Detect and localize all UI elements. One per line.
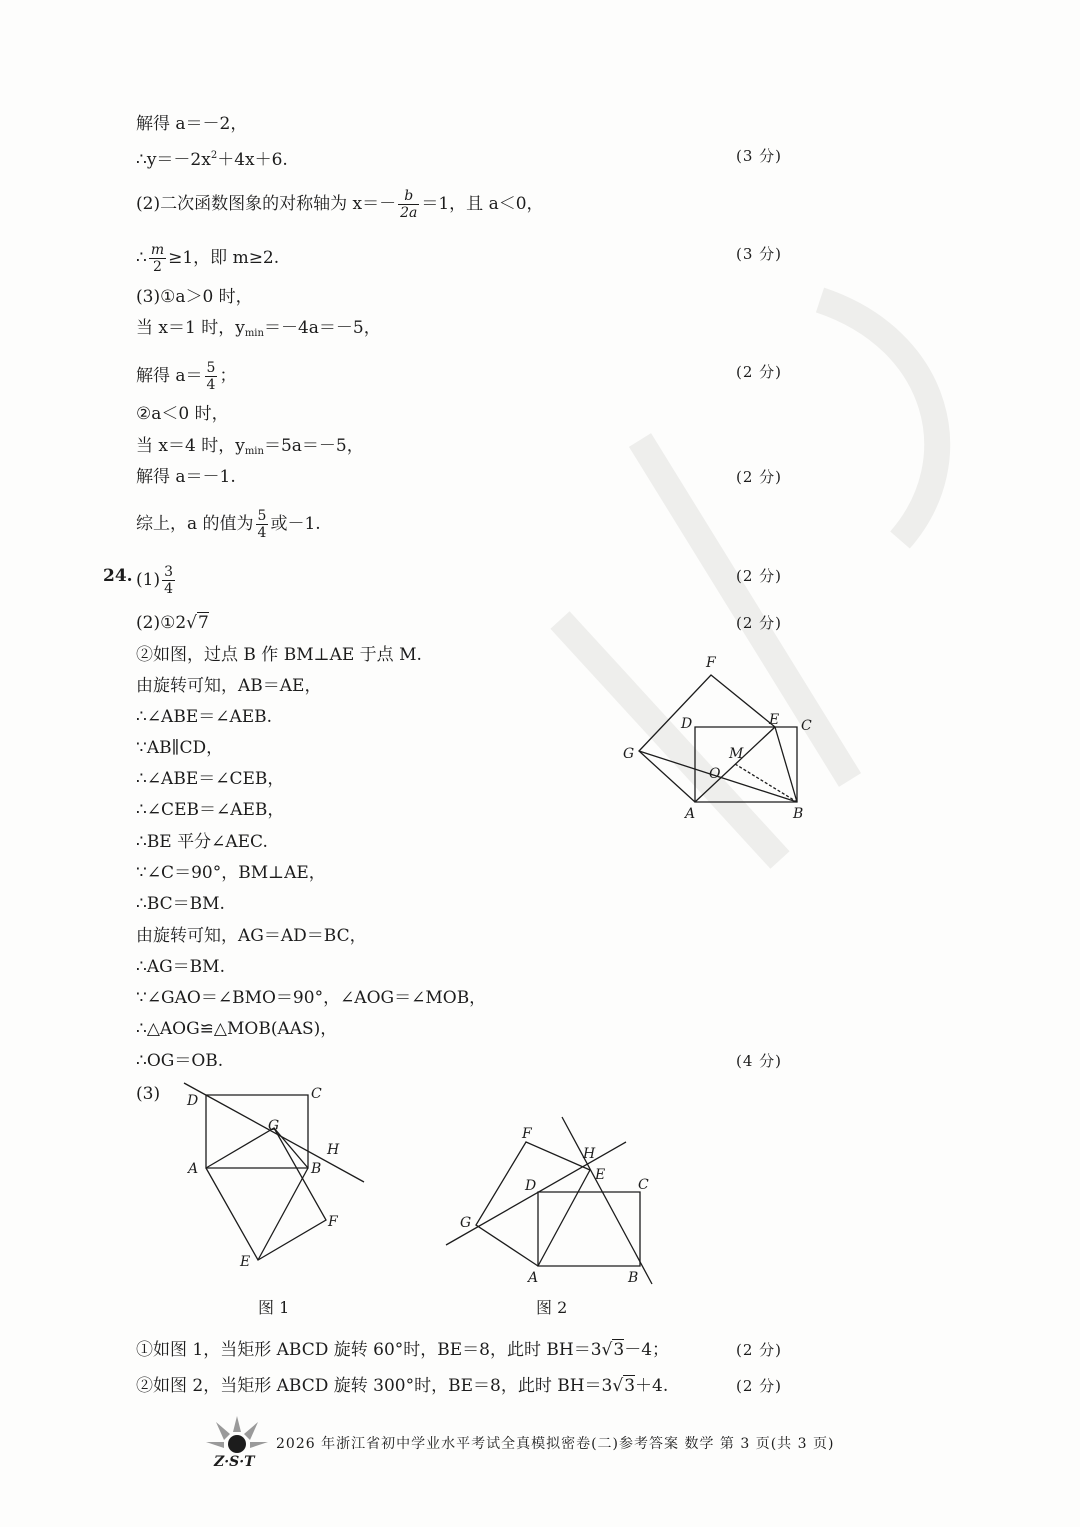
score-label: (2 分) <box>736 567 783 585</box>
answer-line: 解得 a＝－2， <box>136 114 248 134</box>
answer-line: $\therefore y=-2x^2+4x+6$. <box>136 150 288 170</box>
answer-line: 由旋转可知，AB＝AE， <box>136 676 322 696</box>
score-label: (2 分) <box>736 363 783 381</box>
label-E: E <box>240 1254 251 1270</box>
answer-line: 当 x＝4 时，$y_{min}=5a=-5$， <box>136 436 364 457</box>
label-B: B <box>793 806 804 822</box>
answer-line: (2)二次函数图象的对称轴为 x＝－ $\frac{b}{2a}$ ＝1，且 a＜0， <box>136 188 544 221</box>
label-D: D <box>525 1178 537 1194</box>
answer-line: 当 x＝1 时，$y_{min}=-4a=-5$， <box>136 318 381 339</box>
answer-line: 综上，a 的值为 $\frac{5}{4}$ 或－1. <box>136 508 321 541</box>
label-A: A <box>685 806 696 822</box>
sqrt-sign: √ <box>612 1376 624 1396</box>
answer-line: ∵∠GAO＝∠BMO＝90°，∠AOG＝∠MOB， <box>136 988 487 1008</box>
score-label: (2 分) <box>736 1341 783 1359</box>
fraction: $\frac{5}{4}$ <box>206 360 216 393</box>
answer-line: ②如图 2，当矩形 ABCD 旋转 300°时，BE＝8，此时 BH＝3√3＋4. <box>136 1376 669 1396</box>
fraction: $\frac{3}{4}$ <box>164 564 174 597</box>
label-F: F <box>522 1126 532 1142</box>
label-H: H <box>327 1142 340 1158</box>
logo-text: Z·S·T <box>214 1454 255 1470</box>
label-H: H <box>583 1146 596 1162</box>
label-E: E <box>769 712 780 728</box>
fraction: $\frac{b}{2a}$ <box>400 188 418 221</box>
label-F: F <box>706 655 716 671</box>
answer-line: ②如图，过点 B 作 BM⊥AE 于点 M. <box>136 645 422 665</box>
label-G: G <box>623 746 635 762</box>
geometry-figure-1 <box>170 1078 380 1278</box>
answer-line: ∴BC＝BM. <box>136 894 225 914</box>
label-O: O <box>709 766 721 782</box>
label-A: A <box>188 1161 199 1177</box>
label-M: M <box>729 746 744 762</box>
label-C: C <box>801 718 812 734</box>
answer-line: ∴∠ABE＝∠AEB. <box>136 707 273 727</box>
label-B: B <box>311 1161 322 1177</box>
answer-line: 解得 a＝ $\frac{5}{4}$ ； <box>136 360 237 393</box>
label-B: B <box>628 1270 639 1286</box>
score-label: (3 分) <box>736 245 783 263</box>
label-A: A <box>528 1270 539 1286</box>
sqrt-sign: √ <box>601 1340 613 1360</box>
fraction: $\frac{5}{4}$ <box>257 508 267 541</box>
answer-line: ∴∠CEB＝∠AEB， <box>136 800 285 820</box>
answer-line: ∵∠C＝90°，BM⊥AE， <box>136 863 326 883</box>
answer-line: (3)①a＞0 时， <box>136 287 253 307</box>
answer-line: (3) <box>136 1084 161 1104</box>
answer-line: ∴△AOG≌△MOB(AAS)， <box>136 1019 338 1039</box>
score-label: (2 分) <box>736 614 783 632</box>
label-C: C <box>638 1177 649 1193</box>
score-label: (4 分) <box>736 1052 783 1070</box>
sqrt-sign: √ <box>186 613 197 633</box>
label-E: E <box>595 1167 606 1183</box>
answer-line: ②a＜0 时， <box>136 404 229 424</box>
figure-caption: 图 1 <box>258 1298 290 1317</box>
answer-line: ①如图 1，当矩形 ABCD 旋转 60°时，BE＝8，此时 BH＝3√3－4； <box>136 1340 670 1360</box>
question-number: 24. <box>103 566 133 586</box>
label-G: G <box>268 1118 280 1134</box>
fraction: $\frac{m}{2}$ <box>150 242 165 275</box>
label-F: F <box>328 1214 338 1230</box>
label-C: C <box>311 1086 322 1102</box>
answer-line: ∴∠ABE＝∠CEB， <box>136 769 285 789</box>
publisher-logo-icon <box>204 1414 270 1470</box>
label-D: D <box>187 1093 199 1109</box>
label-D: D <box>681 716 693 732</box>
answer-line: 解得 a＝－1. <box>136 467 236 487</box>
label-G: G <box>460 1215 472 1231</box>
answer-line: ∴ $\frac{m}{2}$ ≥1，即 m≥2. <box>136 242 280 275</box>
figure-caption: 图 2 <box>536 1298 568 1317</box>
geometry-figure-main <box>615 650 845 830</box>
score-label: (2 分) <box>736 468 783 486</box>
page-footer: 2026 年浙江省初中学业水平考试全真模拟密卷(二)参考答案 数学 第 3 页(共 3 页) <box>276 1436 835 1452</box>
answer-line: ∴OG＝OB. <box>136 1051 224 1071</box>
answer-line: (2)①2√7 <box>136 613 209 633</box>
answer-line: ∵AB∥CD， <box>136 738 224 758</box>
score-label: (3 分) <box>736 147 783 165</box>
answer-line: (1) $\frac{3}{4}$ <box>136 564 174 597</box>
geometry-figure-2 <box>440 1112 670 1292</box>
answer-line: ∴AG＝BM. <box>136 957 225 977</box>
score-label: (2 分) <box>736 1377 783 1395</box>
answer-line: ∴BE 平分∠AEC. <box>136 832 268 852</box>
answer-line: 由旋转可知，AG＝AD＝BC， <box>136 926 367 946</box>
